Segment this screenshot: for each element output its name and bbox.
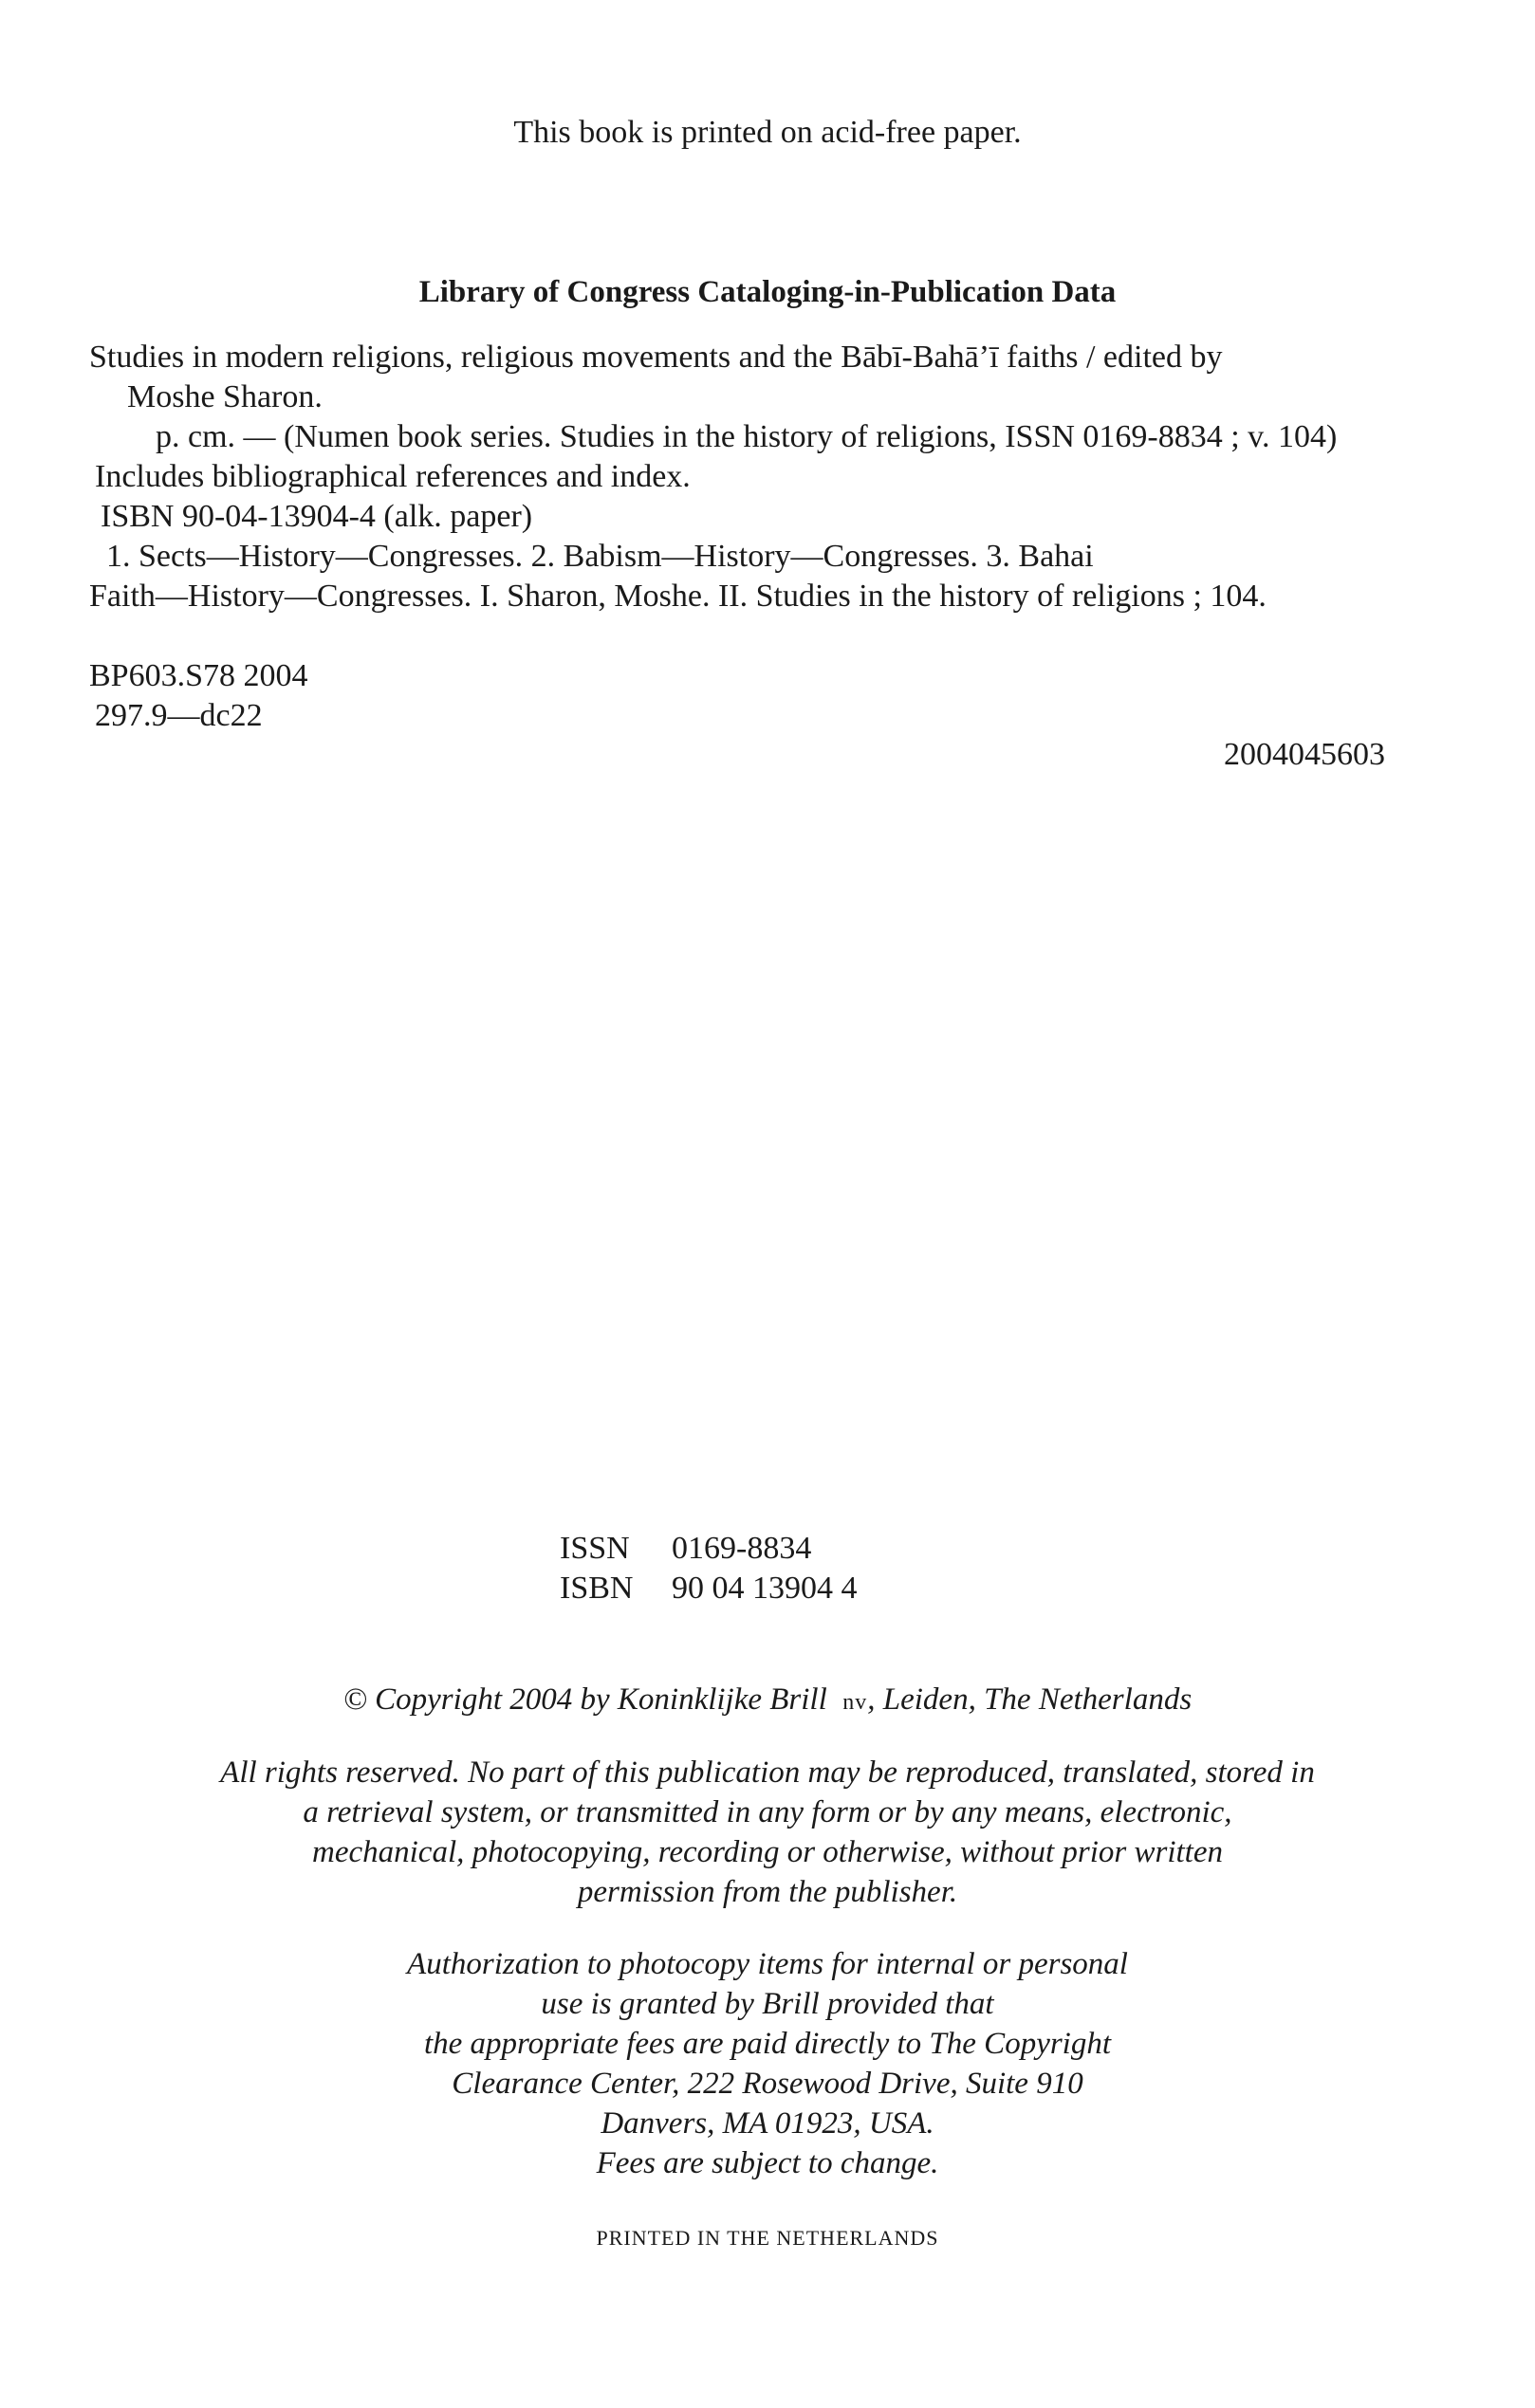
authorization-line: Authorization to photocopy items for internal or personal: [407, 1947, 1128, 1981]
rights-line: a retrieval system, or transmitted in any form or by any means, electronic,: [303, 1795, 1232, 1829]
isbn-value: 90 04 13904 4: [672, 1571, 858, 1606]
issn-label: ISSN: [560, 1531, 630, 1566]
cip-bibliography-line: Includes bibliographical references and index.: [95, 459, 691, 494]
copyright-prefix: © Copyright 2004 by Koninklijke Brill: [342, 1682, 827, 1717]
acid-free-notice: This book is printed on acid-free paper.: [513, 115, 1022, 150]
rights-line: permission from the publisher.: [577, 1875, 958, 1909]
copyright-notice: [0, 1679, 1535, 1723]
cip-series-line: p. cm. — (Numen book series. Studies in the history of religions, ISSN 0169-8834 ; v. 104): [156, 419, 1338, 454]
issn-value: 0169-8834: [672, 1531, 812, 1566]
lccn-number: 2004045603: [1224, 737, 1385, 772]
cip-isbn-line: ISBN 90-04-13904-4 (alk. paper): [101, 499, 533, 534]
copyright-suffix: , Leiden, The Netherlands: [867, 1682, 1193, 1717]
cip-record: [89, 338, 1455, 736]
authorization-line: Fees are subject to change.: [596, 2146, 939, 2180]
cip-subjects-line: 1. Sects—History—Congresses. 2. Babism—History—Congresses. 3. Bahai: [106, 539, 1094, 574]
cip-dewey-number: 297.9—dc22: [95, 698, 263, 733]
cip-heading: Library of Congress Cataloging-in-Publication Data: [418, 275, 1117, 309]
authorization-line: Danvers, MA 01923, USA.: [601, 2106, 934, 2141]
rights-line: All rights reserved. No part of this publication may be reproduced, translated, stored in: [220, 1755, 1315, 1790]
standard-numbers: [560, 1529, 858, 1608]
rights-statement: [0, 1753, 1535, 1912]
cip-title-line: Studies in modern religions, religious movements and the Bābī-Bahā’ī faiths / edited by: [89, 340, 1223, 375]
authorization-line: the appropriate fees are paid directly to The Copyright: [423, 2027, 1112, 2061]
authorization-statement: [0, 1944, 1535, 2183]
authorization-line: Clearance Center, 222 Rosewood Drive, Suite 910: [452, 2067, 1083, 2101]
copyright-nv: nv: [842, 1690, 868, 1715]
rights-line: mechanical, photocopying, recording or otherwise, without prior written: [312, 1835, 1223, 1869]
cip-editor-line: Moshe Sharon.: [127, 379, 323, 414]
cip-subjects-continued-line: Faith—History—Congresses. I. Sharon, Moshe. II. Studies in the history of religions ; 104.: [89, 579, 1267, 614]
cip-call-number: BP603.S78 2004: [89, 658, 308, 693]
printed-in-notice: PRINTED IN THE NETHERLANDS: [596, 2226, 939, 2250]
issn-row: [560, 1529, 858, 1569]
authorization-line: use is granted by Brill provided that: [541, 1987, 994, 2021]
isbn-label: ISBN: [560, 1571, 634, 1606]
isbn-row: [560, 1569, 858, 1608]
